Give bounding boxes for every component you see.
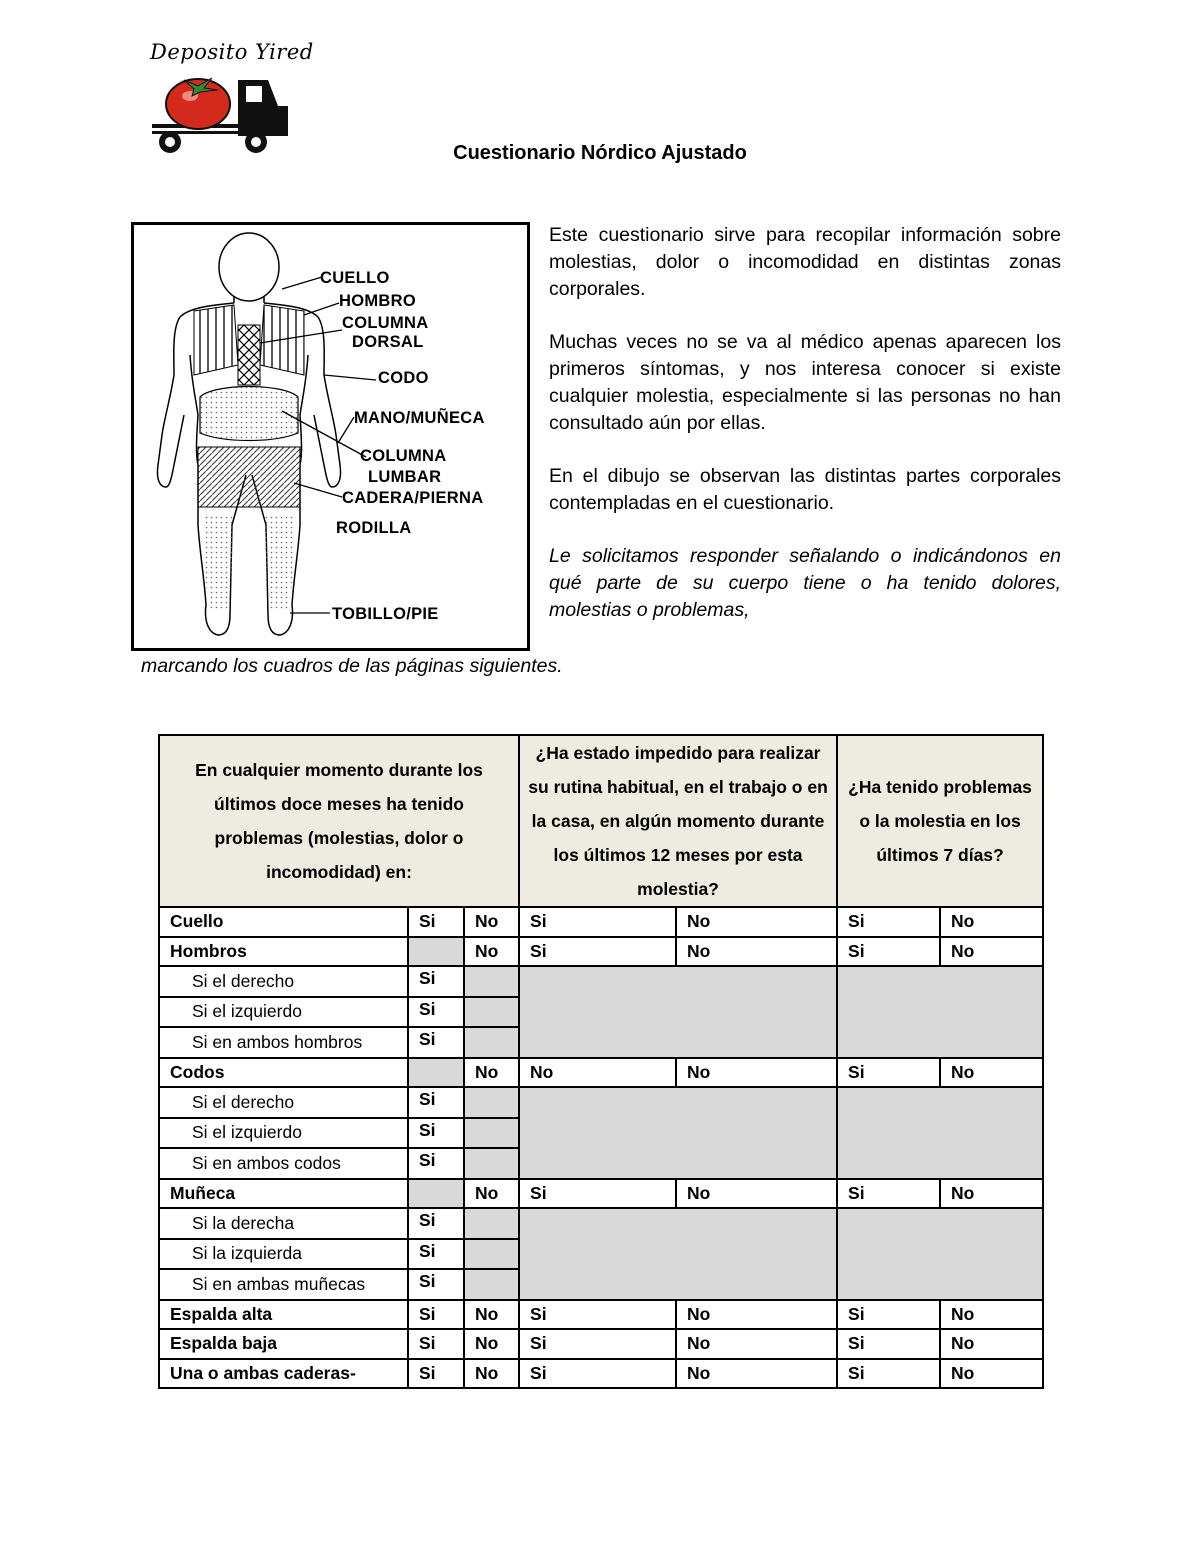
shaded-cell (408, 1058, 464, 1088)
row-label: Si el izquierdo (159, 1118, 408, 1149)
row-label: Cuello (159, 907, 408, 937)
table-row (159, 1300, 1043, 1330)
label-tobillo-pie: TOBILLO/PIE (332, 605, 439, 623)
row-label: Si la derecha (159, 1208, 408, 1239)
option-no[interactable]: No (676, 1329, 837, 1359)
option-si[interactable]: Si (408, 1300, 464, 1330)
shaded-cell (464, 1239, 519, 1270)
option-si[interactable]: Si (408, 1118, 464, 1149)
intro-paragraph-4: Le solicitamos responder señalando o indicándonos en qué parte de su cuerpo tiene o ha tenido dolores, molestias o problemas, (549, 545, 1061, 621)
shaded-cell (408, 937, 464, 967)
body-diagram (131, 222, 530, 651)
company-logo (146, 40, 314, 155)
option-si[interactable]: Si (519, 907, 676, 937)
header-last-12-months: En cualquier momento durante los últimos doce meses ha tenido problemas (molestias, dolor o incomodidad) en: (159, 735, 519, 907)
option-si[interactable]: Si (408, 966, 464, 997)
shaded-block (837, 1208, 1043, 1300)
shaded-block (837, 1087, 1043, 1179)
option-si[interactable]: Si (519, 1359, 676, 1389)
table-row (159, 1087, 1043, 1118)
option-si[interactable]: Si (408, 1087, 464, 1118)
option-si[interactable]: Si (837, 1300, 940, 1330)
table-row (159, 1329, 1043, 1359)
label-cadera-pierna: CADERA/PIERNA (342, 489, 484, 507)
row-label: Si el derecho (159, 1087, 408, 1118)
row-label: Hombros (159, 937, 408, 967)
label-columna-lumbar: COLUMNA (360, 447, 447, 465)
option-si[interactable]: Si (408, 1329, 464, 1359)
row-label: Muñeca (159, 1179, 408, 1209)
option-si[interactable]: Si (837, 937, 940, 967)
option-no[interactable]: No (940, 1058, 1043, 1088)
option-si[interactable]: Si (837, 907, 940, 937)
option-si[interactable]: Si (408, 1239, 464, 1270)
option-no[interactable]: No (464, 1329, 519, 1359)
row-label: Si en ambos hombros (159, 1027, 408, 1058)
option-si[interactable]: Si (519, 1179, 676, 1209)
option-si[interactable]: Si (408, 1148, 464, 1179)
shaded-cell (464, 1118, 519, 1149)
option-no[interactable]: No (676, 1058, 837, 1088)
shaded-cell (464, 966, 519, 997)
questionnaire-table (158, 734, 1044, 1389)
row-label: Codos (159, 1058, 408, 1088)
intro-text (549, 222, 1061, 624)
option-no[interactable]: No (464, 907, 519, 937)
option-si[interactable]: Si (519, 1300, 676, 1330)
row-label: Espalda alta (159, 1300, 408, 1330)
option-si[interactable]: Si (837, 1058, 940, 1088)
option-no[interactable]: No (940, 1359, 1043, 1389)
shaded-cell (464, 1208, 519, 1239)
shaded-cell (464, 1027, 519, 1058)
row-label: Si en ambos codos (159, 1148, 408, 1179)
option-si[interactable]: Si (408, 1027, 464, 1058)
table-row (159, 966, 1043, 997)
option-no[interactable]: No (464, 1179, 519, 1209)
option-no[interactable]: No (940, 1300, 1043, 1330)
option-si[interactable]: Si (408, 1269, 464, 1300)
label-cuello: CUELLO (320, 269, 390, 287)
option-si[interactable]: Si (408, 1359, 464, 1389)
shaded-block (519, 1087, 837, 1179)
option-si[interactable]: Si (408, 1208, 464, 1239)
intro-paragraph-1: Este cuestionario sirve para recopilar información sobre molestias, dolor o incomodidad en distintas zonas corporales. (549, 224, 1061, 300)
shaded-cell (464, 1269, 519, 1300)
shaded-cell (408, 1179, 464, 1209)
option-si[interactable]: Si (519, 937, 676, 967)
table-header-row (159, 735, 1043, 907)
option-si[interactable]: Si (837, 1359, 940, 1389)
option-no[interactable]: No (464, 1359, 519, 1389)
document-title: Cuestionario Nórdico Ajustado (453, 142, 747, 164)
label-hombro: HOMBRO (339, 292, 416, 310)
shaded-block (519, 1208, 837, 1300)
table-row (159, 1179, 1043, 1209)
table-row (159, 907, 1043, 937)
row-label: Si el izquierdo (159, 997, 408, 1028)
option-no[interactable]: No (676, 907, 837, 937)
option-no[interactable]: No (676, 1359, 837, 1389)
body-outline-drawing (134, 225, 527, 648)
option-si[interactable]: Si (408, 907, 464, 937)
row-label: Si el derecho (159, 966, 408, 997)
option-no[interactable]: No (940, 1329, 1043, 1359)
table-row (159, 1208, 1043, 1239)
option-no[interactable]: No (676, 937, 837, 967)
shaded-cell (464, 1087, 519, 1118)
option-no[interactable]: No (940, 907, 1043, 937)
option-no[interactable]: No (519, 1058, 676, 1088)
option-no[interactable]: No (464, 1300, 519, 1330)
option-no[interactable]: No (676, 1300, 837, 1330)
row-label: Una o ambas caderas- (159, 1359, 408, 1389)
option-si[interactable]: Si (837, 1179, 940, 1209)
row-label: Espalda baja (159, 1329, 408, 1359)
shaded-cell (464, 1148, 519, 1179)
label-mano-muneca: MANO/MUÑECA (354, 409, 485, 427)
label-columna-dorsal: COLUMNA (342, 314, 429, 332)
table-row (159, 1359, 1043, 1389)
row-label: Si en ambas muñecas (159, 1269, 408, 1300)
label-rodilla: RODILLA (336, 519, 412, 537)
intro-paragraph-3: En el dibujo se observan las distintas partes corporales contempladas en el cuestionario. (549, 465, 1061, 514)
shaded-cell (464, 997, 519, 1028)
label-lumbar: LUMBAR (368, 468, 442, 486)
shaded-block (837, 966, 1043, 1058)
table-row (159, 1058, 1043, 1088)
intro-paragraph-4-tail: marcando los cuadros de las páginas siguientes. (141, 655, 563, 677)
label-dorsal: DORSAL (352, 333, 424, 351)
option-no[interactable]: No (676, 1179, 837, 1209)
option-no[interactable]: No (464, 937, 519, 967)
header-impeded: ¿Ha estado impedido para realizar su rutina habitual, en el trabajo o en la casa, en algún momento durante los últimos 12 meses por esta molestia? (519, 735, 837, 907)
option-no[interactable]: No (940, 1179, 1043, 1209)
row-label: Si la izquierda (159, 1239, 408, 1270)
option-no[interactable]: No (940, 937, 1043, 967)
table-row (159, 937, 1043, 967)
shaded-block (519, 966, 837, 1058)
logo-text: Deposito Yired (150, 40, 314, 64)
intro-paragraph-2: Muchas veces no se va al médico apenas aparecen los primeros síntomas, y nos interesa conocer si existe cualquier molestia, especialmente si las personas no han consultado aún por ellas. (549, 331, 1061, 434)
option-no[interactable]: No (464, 1058, 519, 1088)
option-si[interactable]: Si (519, 1329, 676, 1359)
option-si[interactable]: Si (837, 1329, 940, 1359)
label-codo: CODO (378, 369, 429, 387)
option-si[interactable]: Si (408, 997, 464, 1028)
header-last-7-days: ¿Ha tenido problemas o la molestia en los últimos 7 días? (837, 735, 1043, 907)
